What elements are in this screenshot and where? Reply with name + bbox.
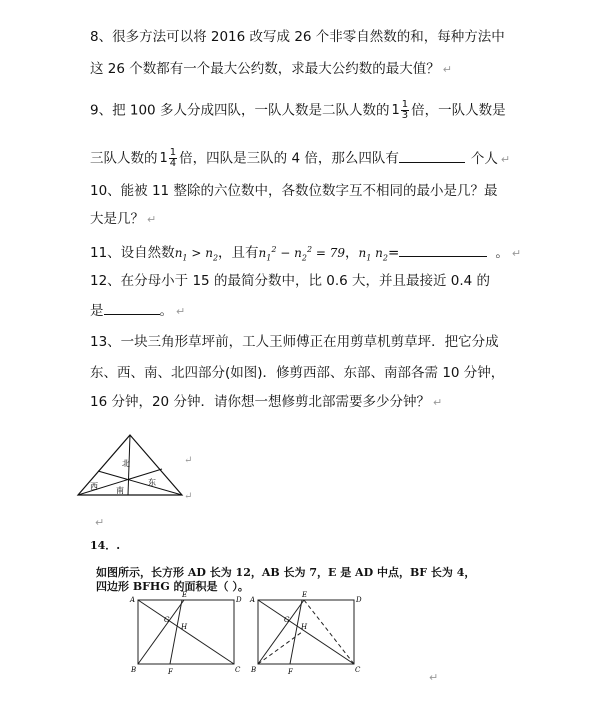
math-product: $n_1$ $n_2$ bbox=[358, 246, 388, 263]
problem-10-text-1: 10、能被 11 整除的六位数中，各数位数字互不相同的最小是几？最 bbox=[90, 183, 498, 199]
label-G: G bbox=[284, 616, 290, 624]
math-equation-value: = 79 bbox=[315, 246, 346, 260]
problem-9-text-1b: 倍，一队人数是 bbox=[411, 102, 506, 119]
problem-14-number bbox=[90, 537, 120, 555]
paragraph-mark: ↵ bbox=[176, 305, 186, 318]
problem-10-line-2 bbox=[90, 210, 156, 229]
label-E: E bbox=[302, 591, 308, 599]
paragraph-mark: ↵ bbox=[184, 455, 193, 466]
label-B: B bbox=[131, 666, 137, 674]
label-H: H bbox=[181, 623, 188, 631]
problem-8-line-2 bbox=[90, 60, 452, 79]
label-F: F bbox=[168, 668, 173, 676]
problem-11-equals: = bbox=[388, 245, 400, 261]
label-west: 西 bbox=[90, 482, 98, 491]
problem-11-text-mid: ，且有 bbox=[218, 245, 259, 261]
fraction-denominator: 4 bbox=[169, 158, 177, 169]
blank-line bbox=[92, 513, 104, 532]
problem-9-line-2 bbox=[90, 148, 510, 169]
problem-11-text-prefix: 11、设自然数 bbox=[90, 245, 175, 261]
label-A: A bbox=[130, 596, 136, 604]
problem-8-text-2: 这 26 个数都有一个最大公约数，求最大公约数的最大值？ bbox=[90, 61, 440, 77]
fraction-denominator: 3 bbox=[401, 110, 409, 121]
label-D: D bbox=[236, 596, 242, 604]
problem-13-text-2: 东、西、南、北四部分(如图)．修剪西部、东部、南部各需 10 分钟， bbox=[90, 365, 505, 381]
paragraph-mark: ↵ bbox=[147, 213, 157, 226]
label-H: H bbox=[301, 623, 308, 631]
paragraph-mark: ↵ bbox=[511, 247, 522, 260]
problem-11-comma: ， bbox=[345, 245, 359, 261]
rectangle-figure-right bbox=[249, 591, 362, 676]
fraction-whole: 1 bbox=[391, 102, 400, 118]
problem-9-line-1 bbox=[90, 100, 506, 121]
triangle-figure bbox=[70, 425, 200, 505]
paragraph-mark: ↵ bbox=[429, 671, 439, 684]
problem-13-line-1 bbox=[90, 333, 499, 351]
paragraph-mark: ↵ bbox=[184, 491, 193, 502]
label-E: E bbox=[182, 591, 188, 599]
rectangle-figure-left bbox=[129, 591, 242, 676]
paragraph-mark: ↵ bbox=[95, 516, 105, 529]
math-inequality: $n_1 > n_2$ bbox=[174, 246, 219, 263]
problem-9-text-1a: 9、把 100 多人分成四队，一队人数是二队人数的 bbox=[90, 102, 390, 119]
problem-12-text-2a: 是 bbox=[90, 303, 104, 319]
problem-13-text-3: 16 分钟，20 分钟．请你想一想修剪北部需要多少分钟？ bbox=[90, 394, 430, 410]
problem-12-line-2 bbox=[90, 302, 185, 321]
paragraph-mark: ↵ bbox=[500, 152, 511, 166]
problem-10-line-1 bbox=[90, 182, 497, 200]
label-C: C bbox=[355, 666, 361, 674]
label-south: 南 bbox=[116, 486, 124, 495]
fraction-numerator: 1 bbox=[169, 147, 177, 158]
problem-13-text-1: 13、一块三角形草坪前，工人王师傅正在用剪草机剪草坪．把它分成 bbox=[90, 334, 499, 350]
problem-9-text-2a: 三队人数的 bbox=[90, 150, 158, 167]
label-F: F bbox=[288, 668, 293, 676]
rectangle-figures bbox=[126, 590, 366, 690]
problem-12-text-1: 12、在分母小于 15 的最简分数中，比 0.6 大，并且最接近 0.4 的 bbox=[90, 273, 491, 289]
end-line bbox=[426, 668, 438, 687]
problem-11-end: 。 bbox=[495, 245, 509, 261]
label-G: G bbox=[164, 616, 170, 624]
mixed-fraction-1-1-3 bbox=[391, 100, 409, 121]
answer-blank[interactable] bbox=[399, 244, 487, 257]
problem-14-text-1: 如图所示，长方形 AD 长为 12，AB 长为 7，E 是 AD 中点，BF 长为 4， bbox=[96, 566, 476, 579]
paragraph-mark: ↵ bbox=[432, 396, 443, 409]
label-B: B bbox=[251, 666, 257, 674]
fraction-numerator: 1 bbox=[401, 99, 409, 110]
problem-9-text-2c: 个人 bbox=[470, 150, 498, 167]
problem-12-text-2b: 。 bbox=[159, 303, 173, 319]
mixed-fraction-1-1-4 bbox=[160, 148, 178, 169]
problem-8-text-1: 8、很多方法可以将 2016 改写成 26 个非零自然数的和，每种方法中 bbox=[90, 29, 505, 45]
math-equation: $n_1^2 - n_2^2$ bbox=[258, 245, 313, 263]
problem-10-text-2: 大是几？ bbox=[90, 211, 144, 227]
label-C: C bbox=[235, 666, 241, 674]
label-A: A bbox=[250, 596, 256, 604]
answer-blank[interactable] bbox=[399, 150, 465, 163]
problem-12-line-1 bbox=[90, 272, 490, 290]
label-D: D bbox=[356, 596, 362, 604]
problem-8-line-1 bbox=[90, 28, 505, 46]
problem-9-text-2b: 倍，四队是三队的 4 倍，那么四队有 bbox=[179, 150, 399, 167]
label-north: 北 bbox=[122, 459, 130, 468]
problem-14-text-2: 四边形 BFHG 的面积是（ ）。 bbox=[96, 580, 249, 593]
fraction-whole: 1 bbox=[159, 150, 168, 166]
problem-13-line-3 bbox=[90, 393, 442, 412]
label-east: 东 bbox=[148, 478, 156, 487]
problem-13-line-2 bbox=[90, 364, 504, 382]
answer-blank[interactable] bbox=[104, 302, 160, 315]
problem-14-number-text: 14．. bbox=[90, 539, 121, 552]
problem-11-line bbox=[90, 241, 521, 267]
paragraph-mark: ↵ bbox=[442, 63, 452, 76]
